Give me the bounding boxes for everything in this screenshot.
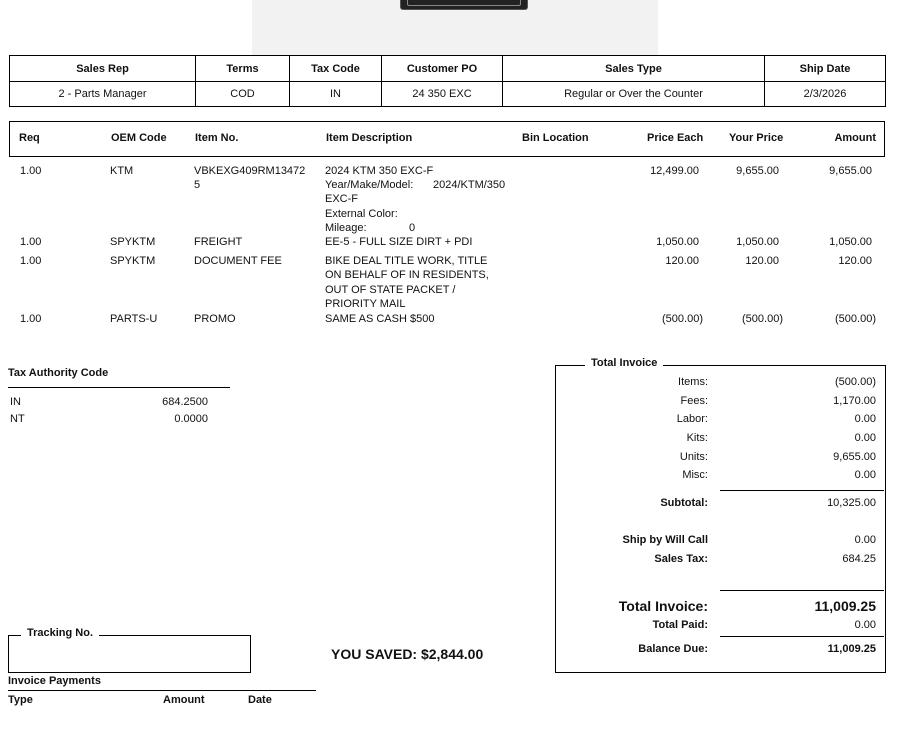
tracking-box bbox=[8, 635, 251, 673]
tax-authority-title: Tax Authority Code bbox=[8, 367, 109, 379]
header-value-customer-po: 24 350 EXC bbox=[382, 82, 503, 107]
header-label-sales-type: Sales Type bbox=[503, 56, 765, 82]
item-your-price: 120.00 bbox=[745, 255, 779, 267]
item-description-line: ON BEHALF OF IN RESIDENTS, bbox=[325, 269, 489, 281]
col-price-each: Price Each bbox=[647, 132, 704, 144]
item-no-cont: 5 bbox=[194, 179, 201, 191]
totals-fees-label: Fees: bbox=[680, 395, 708, 407]
totals-labor-label: Labor: bbox=[676, 413, 708, 425]
divider bbox=[720, 490, 884, 491]
tax-code: IN bbox=[10, 396, 21, 408]
tax-code: NT bbox=[10, 413, 25, 425]
totals-fees-value: 1,170.00 bbox=[833, 395, 876, 407]
totals-units-value: 9,655.00 bbox=[833, 451, 876, 463]
item-mileage-value: 0 bbox=[409, 222, 416, 234]
header-value-sales-type: Regular or Over the Counter bbox=[503, 82, 765, 107]
item-oem: SPYKTM bbox=[110, 236, 156, 248]
item-price-each: 1,050.00 bbox=[656, 236, 699, 248]
item-no: FREIGHT bbox=[194, 236, 243, 248]
item-ymm-cont: EXC-F bbox=[325, 193, 358, 205]
totals-ship-label: Ship by Will Call bbox=[622, 534, 708, 546]
totals-items-label: Items: bbox=[678, 376, 708, 388]
col-item-description: Item Description bbox=[326, 132, 413, 144]
tax-amount: 0.0000 bbox=[174, 413, 208, 425]
invoice-payments-title: Invoice Payments bbox=[8, 675, 101, 687]
totals-kits-label: Kits: bbox=[686, 432, 708, 444]
item-description: SAME AS CASH $500 bbox=[325, 313, 435, 325]
totals-paid-value: 0.00 bbox=[854, 619, 876, 631]
divider bbox=[720, 590, 884, 591]
line-items-header bbox=[9, 121, 885, 157]
tracking-label: Tracking No. bbox=[21, 627, 99, 639]
item-amount: 120.00 bbox=[838, 255, 872, 267]
item-your-price: 9,655.00 bbox=[736, 165, 779, 177]
item-no: PROMO bbox=[194, 313, 236, 325]
total-invoice-title: Total Invoice bbox=[585, 357, 663, 369]
header-label-tax-code: Tax Code bbox=[290, 56, 382, 82]
totals-due-value: 11,009.25 bbox=[827, 643, 876, 655]
payments-col-type: Type bbox=[8, 694, 33, 706]
order-info-table bbox=[9, 55, 886, 107]
col-item-no: Item No. bbox=[195, 132, 239, 144]
totals-kits-value: 0.00 bbox=[854, 432, 876, 444]
header-value-sales-rep: 2 - Parts Manager bbox=[10, 82, 196, 107]
item-price-each: (500.00) bbox=[662, 313, 703, 325]
item-req: 1.00 bbox=[20, 165, 42, 177]
totals-ship-value: 0.00 bbox=[854, 534, 876, 546]
totals-due-label: Balance Due: bbox=[638, 643, 708, 655]
item-amount: 1,050.00 bbox=[829, 236, 872, 248]
item-oem: KTM bbox=[110, 165, 134, 177]
header-label-customer-po: Customer PO bbox=[382, 56, 503, 82]
totals-misc-value: 0.00 bbox=[854, 469, 876, 481]
totals-misc-label: Misc: bbox=[682, 469, 708, 481]
item-no: VBKEXG409RM13472 bbox=[194, 165, 306, 177]
col-oem-code: OEM Code bbox=[111, 132, 167, 144]
col-your-price: Your Price bbox=[729, 132, 784, 144]
item-your-price: 1,050.00 bbox=[736, 236, 779, 248]
totals-tax-value: 684.25 bbox=[842, 553, 876, 565]
total-invoice-box bbox=[555, 365, 886, 673]
item-description: EE-5 - FULL SIZE DIRT + PDI bbox=[325, 236, 473, 248]
payments-col-amount: Amount bbox=[163, 694, 205, 706]
header-label-sales-rep: Sales Rep bbox=[10, 56, 196, 82]
totals-total-value: 11,009.25 bbox=[814, 598, 876, 614]
item-req: 1.00 bbox=[20, 313, 42, 325]
totals-units-label: Units: bbox=[679, 451, 708, 463]
totals-labor-value: 0.00 bbox=[854, 413, 876, 425]
item-amount: (500.00) bbox=[835, 313, 876, 325]
totals-tax-label: Sales Tax: bbox=[654, 553, 708, 565]
header-value-tax-code: IN bbox=[290, 82, 382, 107]
col-amount: Amount bbox=[834, 132, 876, 144]
totals-items-value: (500.00) bbox=[835, 376, 876, 388]
item-your-price: (500.00) bbox=[742, 313, 783, 325]
item-ymm-value: 2024/KTM/350 bbox=[433, 179, 506, 191]
item-oem: PARTS-U bbox=[110, 313, 158, 325]
totals-paid-label: Total Paid: bbox=[652, 619, 708, 631]
totals-total-label: Total Invoice: bbox=[618, 598, 708, 614]
divider bbox=[8, 387, 230, 388]
tax-amount: 684.2500 bbox=[162, 396, 208, 408]
header-label-ship-date: Ship Date bbox=[765, 56, 886, 82]
item-req: 1.00 bbox=[20, 236, 42, 248]
item-mileage-label: Mileage: bbox=[325, 222, 367, 234]
item-description-line: PRIORITY MAIL bbox=[325, 298, 406, 310]
header-label-terms: Terms bbox=[196, 56, 290, 82]
item-ymm-label: Year/Make/Model: bbox=[325, 179, 414, 191]
item-description-line: BIKE DEAL TITLE WORK, TITLE bbox=[325, 255, 488, 267]
item-price-each: 120.00 bbox=[665, 255, 699, 267]
item-oem: SPYKTM bbox=[110, 255, 156, 267]
header-value-terms: COD bbox=[196, 82, 290, 107]
item-amount: 9,655.00 bbox=[829, 165, 872, 177]
payments-col-date: Date bbox=[248, 694, 272, 706]
totals-subtotal-label: Subtotal: bbox=[660, 497, 708, 509]
col-bin-location: Bin Location bbox=[522, 132, 589, 144]
col-req: Req bbox=[19, 132, 40, 144]
item-no: DOCUMENT FEE bbox=[194, 255, 282, 267]
dealer-logo bbox=[400, 0, 528, 10]
item-ext-color-label: External Color: bbox=[325, 208, 398, 220]
header-value-ship-date: 2/3/2026 bbox=[765, 82, 886, 107]
item-description-line: OUT OF STATE PACKET / bbox=[325, 284, 456, 296]
item-req: 1.00 bbox=[20, 255, 42, 267]
you-saved-text: YOU SAVED: $2,844.00 bbox=[331, 646, 484, 662]
item-price-each: 12,499.00 bbox=[650, 165, 699, 177]
item-description: 2024 KTM 350 EXC-F bbox=[325, 165, 434, 177]
divider bbox=[720, 636, 884, 637]
totals-subtotal-value: 10,325.00 bbox=[827, 497, 876, 509]
divider bbox=[8, 690, 316, 691]
